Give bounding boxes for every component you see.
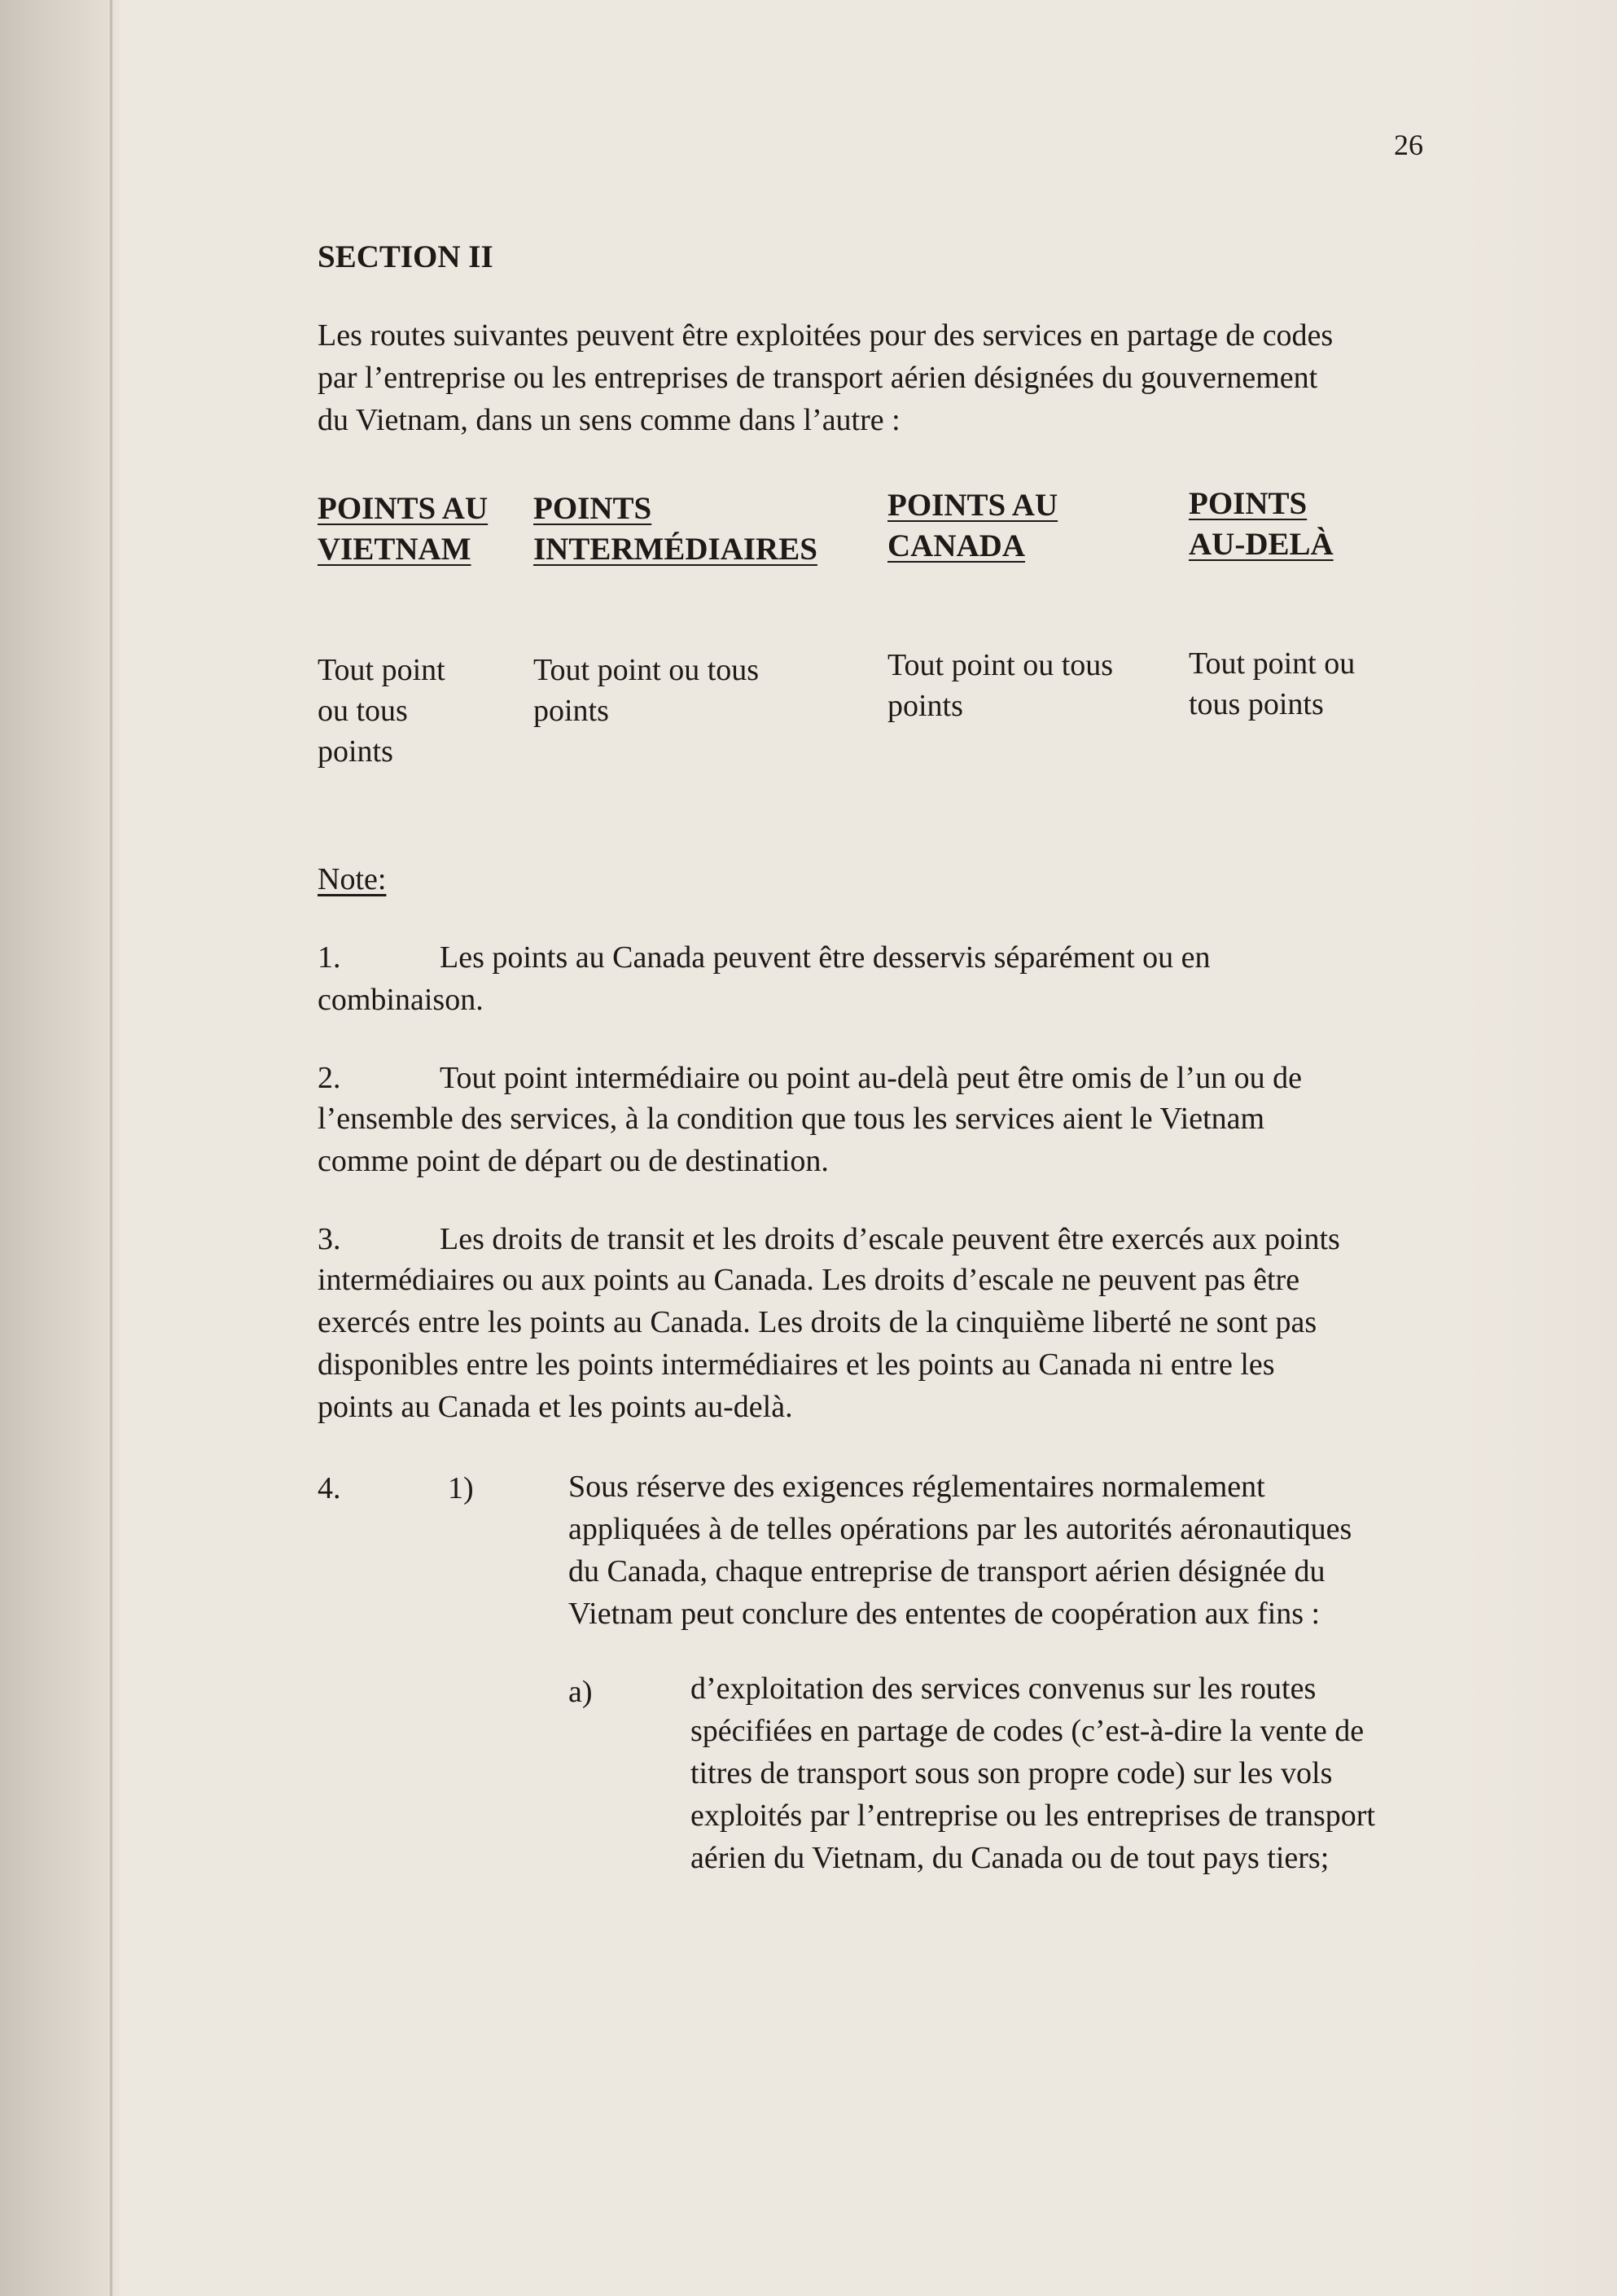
note-number: 3.: [318, 1222, 341, 1256]
item-label: a): [568, 1675, 593, 1709]
column-header-points-au-vietnam: POINTS AU VIETNAM: [318, 491, 489, 567]
column-cell-points-au-canada: Tout point ou tous points: [887, 648, 1114, 723]
note-number: 2.: [318, 1061, 341, 1095]
page-number: 26: [1394, 129, 1423, 161]
column-cell-points-au-vietnam: Tout point ou tous points: [318, 653, 445, 769]
column-cell-points-au-dela: Tout point ou tous points: [1189, 646, 1356, 721]
binding-crease: [109, 0, 113, 2296]
column-header-points-au-canada: POINTS AU CANADA: [887, 488, 1058, 563]
note-number: 1.: [318, 940, 341, 975]
note-text-first-line: Tout point intermédiaire ou point au-delà peut être omis de l’un ou de: [440, 1061, 1302, 1095]
column-cell-points-intermediaires: Tout point ou tous points: [533, 653, 760, 728]
note-number: 4.: [318, 1471, 341, 1505]
intro-line: Les routes suivantes peuvent être exploitées pour des services en partage de codes: [318, 318, 1334, 353]
binding-shadow: [0, 0, 122, 2296]
note-label: Note:: [318, 862, 387, 896]
note4-paragraph: Sous réserve des exigences réglementaires normalement appliquées à de telles opérations par les autorités aéronautiques du Canada, chaque entreprise de transport aérien désignée du Vietnam peut conclure des ententes de coopération aux fins :: [568, 1470, 1352, 1631]
item-a-paragraph: d’exploitation des services convenus sur les routes spécifiées en partage de codes (c’est-à-dire la vente de titres de transport sous son propre code) sur les vols exploités par l’entreprise ou les entreprises de transport aérien du Vietnam, du Canada ou de tout pays tiers;: [690, 1672, 1375, 1875]
note-text: combinaison.: [318, 983, 484, 1017]
intro-paragraph: [318, 314, 1333, 441]
note-text-first-line: Les droits de transit et les droits d’escale peuvent être exercés aux points: [440, 1222, 1340, 1256]
intro-line: du Vietnam, dans un sens comme dans l’autre :: [318, 403, 901, 437]
note-text-first-line: Les points au Canada peuvent être desservis séparément ou en: [440, 940, 1211, 975]
note-text: l’ensemble des services, à la condition que tous les services aient le Vietnam comme point de départ ou de destination.: [318, 1102, 1265, 1178]
note-text: intermédiaires ou aux points au Canada. Les droits d’escale ne peuvent pas être exercés entre les points au Canada. Les droits de la cinquième liberté ne sont pas disponibles entre les points intermédiaires et les points au Canada ni entre les points au Canada et les points au-delà.: [318, 1263, 1317, 1424]
section-title: SECTION II: [318, 239, 493, 274]
column-header-points-au-dela: POINTS AU-DELÀ: [1189, 486, 1334, 562]
intro-line: par l’entreprise ou les entreprises de transport aérien désignées du gouvernement: [318, 361, 1318, 395]
column-header-points-intermediaires: POINTS INTERMÉDIAIRES: [533, 491, 817, 567]
note-sub-number: 1): [448, 1471, 474, 1505]
